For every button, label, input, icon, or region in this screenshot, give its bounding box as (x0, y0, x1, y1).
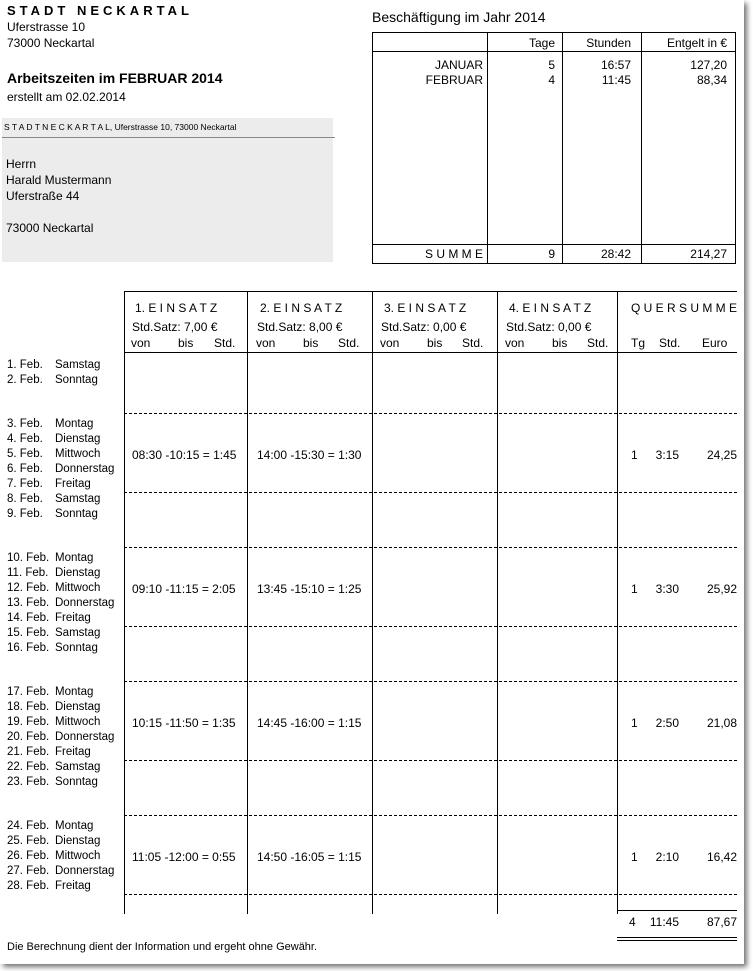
einsatz-2-rate: Std.Satz: 8,00 € (257, 320, 343, 334)
week-std: 3:30 (655, 582, 679, 596)
day-name: Sonntag (55, 374, 98, 386)
day-date: 25. Feb. (7, 835, 50, 847)
day-row (7, 865, 115, 877)
day-row (7, 850, 101, 862)
day-row (7, 552, 94, 564)
day-row (7, 776, 98, 788)
total-std: 11:45 (649, 915, 679, 929)
day-name: Montag (55, 820, 94, 832)
einsatz-1-entry: 10:15 -11:50 = 1:35 (132, 716, 236, 730)
day-date: 18. Feb. (7, 701, 50, 713)
einsatz-3-title: 3. E I N S A T Z (384, 301, 467, 315)
day-name: Montag (55, 552, 94, 564)
day-date: 22. Feb. (7, 761, 50, 773)
day-name: Freitag (55, 880, 91, 892)
day-row (7, 612, 91, 624)
quersumme-euro: Euro (702, 336, 728, 350)
einsatz-1-von: von (131, 336, 151, 350)
day-name: Sonntag (55, 642, 98, 654)
einsatz-1-std: Std. (214, 336, 236, 350)
day-row (7, 433, 101, 445)
sender-address: , Uferstrasse 10, 73000 Neckartal (109, 122, 237, 132)
sender-line (2, 118, 335, 138)
einsatz-1-entry: 09:10 -11:15 = 2:05 (132, 582, 236, 596)
day-date: 6. Feb. (7, 463, 43, 475)
day-name: Samstag (55, 493, 101, 505)
week-std: 3:15 (655, 448, 679, 462)
recipient-street: Uferstraße 44 (6, 189, 80, 203)
einsatz-2-von: von (256, 336, 276, 350)
day-date: 7. Feb. (7, 478, 43, 490)
einsatz-1-bis: bis (178, 336, 194, 350)
einsatz-1-entry: 11:05 -12:00 = 0:55 (132, 850, 236, 864)
day-name: Dienstag (55, 567, 101, 579)
day-date: 4. Feb. (7, 433, 43, 445)
day-name: Montag (55, 686, 94, 698)
day-date: 5. Feb. (7, 448, 43, 460)
week-tg: 1 (631, 582, 638, 596)
einsatz-2-entry: 14:50 -16:05 = 1:15 (257, 850, 362, 864)
stunden-januar: 16:57 (600, 58, 631, 72)
einsatz-1-title: 1. E I N S A T Z (135, 301, 218, 315)
day-date: 27. Feb. (7, 865, 50, 877)
sender-name: S T A D T N E C K A R T A L (4, 122, 110, 132)
day-row (7, 374, 98, 386)
quersumme-title: Q U E R S U M M E (631, 301, 738, 315)
day-row (7, 508, 98, 520)
org-name: STADT NECKARTAL (7, 3, 193, 18)
day-row (7, 716, 101, 728)
day-name: Samstag (55, 359, 101, 371)
stunden-februar: 11:45 (601, 73, 631, 87)
day-row (7, 359, 101, 371)
day-row (7, 567, 101, 579)
day-name: Sonntag (55, 776, 98, 788)
day-name: Freitag (55, 746, 91, 758)
week-euro: 24,25 (706, 448, 737, 462)
einsatz-3-bis: bis (427, 336, 443, 350)
einsatz-1-rate: Std.Satz: 7,00 € (132, 320, 218, 334)
day-row (7, 478, 91, 490)
day-name: Dienstag (55, 835, 101, 847)
day-row (7, 597, 115, 609)
day-name: Sonntag (55, 508, 98, 520)
day-row (7, 642, 98, 654)
day-date: 14. Feb. (7, 612, 50, 624)
year-summary-table (372, 32, 736, 264)
day-row (7, 880, 91, 892)
day-date: 3. Feb. (7, 418, 43, 430)
day-name: Donnerstag (55, 865, 115, 877)
day-date: 26. Feb. (7, 850, 50, 862)
week-euro: 25,92 (706, 582, 737, 596)
day-date: 16. Feb. (7, 642, 50, 654)
day-row (7, 627, 101, 639)
tage-januar: 5 (548, 58, 555, 72)
entgelt-februar: 88,34 (696, 73, 727, 87)
week-tg: 1 (631, 850, 638, 864)
day-row (7, 746, 91, 758)
total-tg: 4 (629, 915, 636, 929)
day-date: 21. Feb. (7, 746, 50, 758)
quersumme-tg: Tg (631, 336, 646, 350)
day-date: 24. Feb. (7, 820, 50, 832)
day-name: Samstag (55, 761, 101, 773)
grid-top-line (124, 291, 737, 292)
einsatz-4-bis: bis (552, 336, 568, 350)
day-date: 2. Feb. (7, 374, 43, 386)
day-row (7, 761, 101, 773)
sum-stunden: 28:42 (600, 247, 631, 261)
year-summary-title: Beschäftigung im Jahr 2014 (372, 9, 546, 25)
day-date: 11. Feb. (7, 567, 49, 579)
header-stunden: Stunden (586, 36, 631, 50)
week-tg: 1 (631, 716, 638, 730)
einsatz-2-bis: bis (303, 336, 319, 350)
week-euro: 16,42 (706, 850, 737, 864)
day-date: 13. Feb. (7, 597, 50, 609)
day-name: Donnerstag (55, 463, 115, 475)
header-entgelt: Entgelt in € (666, 36, 727, 50)
day-date: 17. Feb. (7, 686, 50, 698)
day-row (7, 418, 94, 430)
einsatz-4-std: Std. (587, 336, 609, 350)
org-city: 73000 Neckartal (7, 36, 95, 50)
day-date: 8. Feb. (7, 493, 43, 505)
einsatz-2-title: 2. E I N S A T Z (260, 301, 343, 315)
einsatz-4-title: 4. E I N S A T Z (509, 301, 592, 315)
day-row (7, 835, 101, 847)
sum-tage: 9 (548, 247, 555, 261)
footer-disclaimer: Die Berechnung dient der Information und ergeht ohne Gewähr. (7, 941, 318, 953)
total-euro: 87,67 (706, 915, 737, 929)
day-row (7, 686, 94, 698)
day-name: Donnerstag (55, 731, 115, 743)
day-date: 20. Feb. (7, 731, 50, 743)
day-date: 28. Feb. (7, 880, 50, 892)
recipient-city: 73000 Neckartal (6, 221, 94, 235)
day-name: Dienstag (55, 701, 101, 713)
day-row (7, 731, 115, 743)
week-euro: 21,08 (706, 716, 737, 730)
day-date: 23. Feb. (7, 776, 50, 788)
day-name: Freitag (55, 612, 91, 624)
day-date: 1. Feb. (7, 359, 43, 371)
einsatz-2-entry: 13:45 -15:10 = 1:25 (257, 582, 362, 596)
day-row (7, 820, 94, 832)
day-row (7, 493, 101, 505)
einsatz-2-entry: 14:45 -16:00 = 1:15 (257, 716, 362, 730)
sum-entgelt: 214,27 (690, 247, 727, 261)
sum-label: S U M M E (424, 247, 483, 261)
week-std: 2:10 (655, 850, 679, 864)
day-date: 12. Feb. (7, 582, 50, 594)
day-name: Mittwoch (55, 448, 101, 460)
day-name: Donnerstag (55, 597, 115, 609)
day-name: Montag (55, 418, 94, 430)
einsatz-3-std: Std. (462, 336, 484, 350)
day-date: 15. Feb. (7, 627, 50, 639)
recipient-salutation: Herrn (6, 157, 37, 171)
day-row (7, 463, 115, 475)
month-februar: FEBRUAR (425, 73, 483, 87)
quersumme-std: Std. (659, 336, 681, 350)
einsatz-1-entry: 08:30 -10:15 = 1:45 (132, 448, 237, 462)
entgelt-januar: 127,20 (690, 58, 727, 72)
day-name: Samstag (55, 627, 101, 639)
week-std: 2:50 (655, 716, 679, 730)
day-name: Mittwoch (55, 850, 101, 862)
day-row (7, 582, 101, 594)
address-block (2, 118, 333, 262)
einsatz-4-rate: Std.Satz: 0,00 € (506, 320, 592, 334)
week-tg: 1 (631, 448, 638, 462)
month-januar: JANUAR (434, 58, 483, 72)
grid-header-line (124, 352, 737, 353)
day-date: 9. Feb. (7, 508, 43, 520)
einsatz-3-von: von (380, 336, 400, 350)
day-row (7, 701, 101, 713)
recipient-name: Harald Mustermann (6, 173, 112, 187)
day-name: Freitag (55, 478, 91, 490)
day-name: Mittwoch (55, 582, 101, 594)
einsatz-3-rate: Std.Satz: 0,00 € (381, 320, 467, 334)
day-date: 19. Feb. (7, 716, 50, 728)
tage-februar: 4 (548, 73, 555, 87)
einsatz-4-von: von (505, 336, 525, 350)
einsatz-2-std: Std. (338, 336, 360, 350)
created-date: erstellt am 02.02.2014 (7, 90, 126, 104)
einsatz-2-entry: 14:00 -15:30 = 1:30 (257, 448, 362, 462)
day-date: 10. Feb. (7, 552, 50, 564)
org-street: Uferstrasse 10 (7, 20, 86, 34)
page-title: Arbeitszeiten im FEBRUAR 2014 (7, 70, 223, 86)
day-name: Dienstag (55, 433, 101, 445)
day-name: Mittwoch (55, 716, 101, 728)
header-tage: Tage (528, 36, 555, 50)
day-row (7, 448, 101, 460)
